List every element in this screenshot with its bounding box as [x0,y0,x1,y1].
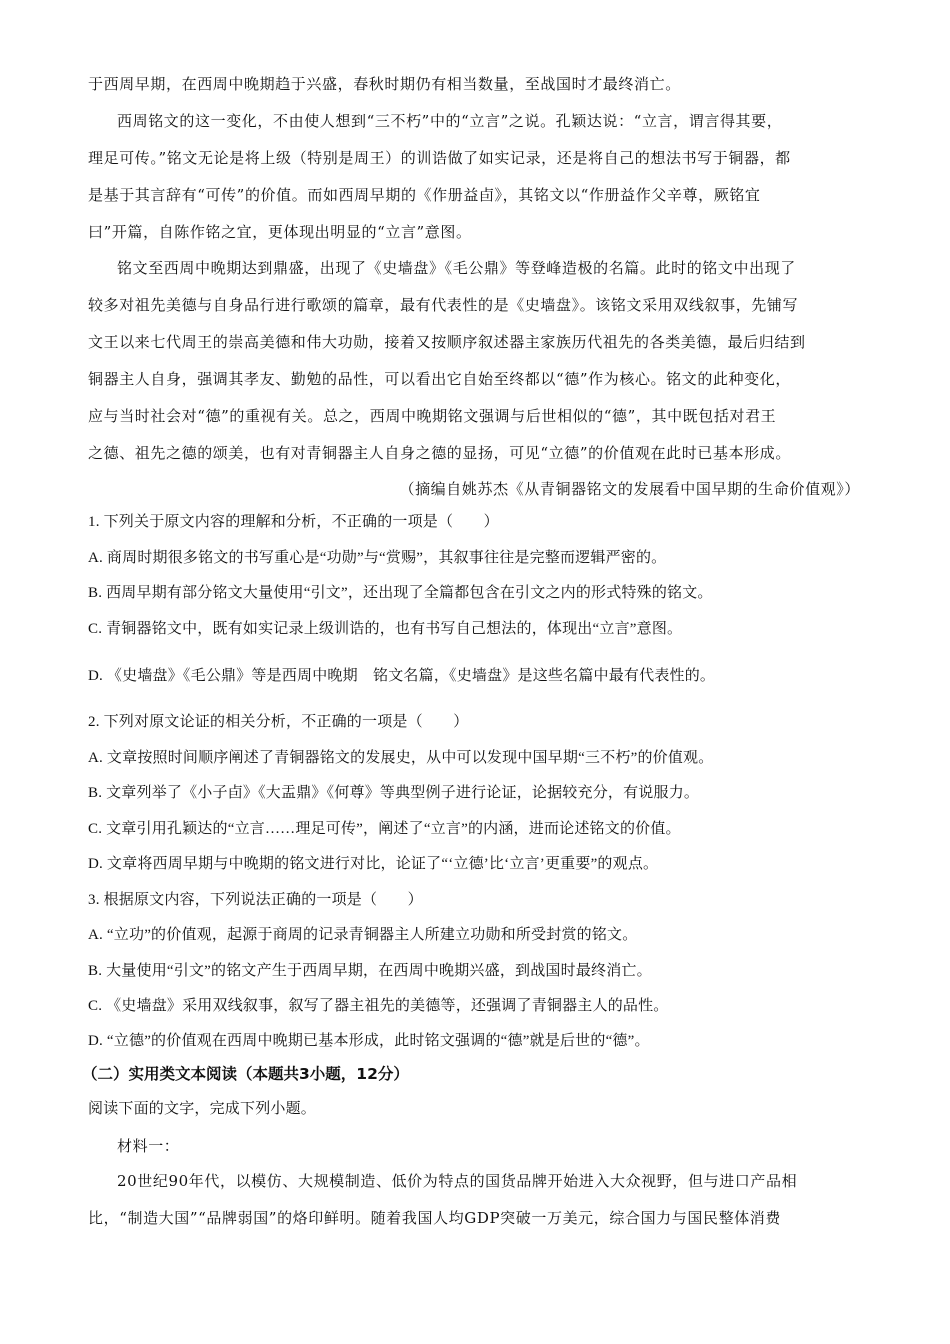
question-option: C. 《史墙盘》采用双线叙事，叙写了器主祖先的美德等，还强调了青铜器主人的品性。 [88,998,669,1014]
passage-line: 于西周早期，在西周中晚期趋于兴盛，春秋时期仍有相当数量，至战国时才最终消亡。 [88,75,681,93]
passage-line: 文王以来七代周王的崇高美德和伟大功勋，接着又按顺序叙述器主家族历代祖先的各类美德，最后归结到 [88,333,806,351]
question-option: A. “立功”的价值观，起源于商周的记录青铜器主人所建立功勋和所受封赏的铭文。 [88,927,638,943]
material-line: 比，“制造大国”“品牌弱国”的烙印鲜明。随着我国人均GDP突破一万美元，综合国力与国民整体消费 [88,1209,781,1227]
passage-line: 理足可传。”铭文无论是将上级（特别是周王）的训诰做了如实记录，还是将自己的想法书写于铜器，都 [88,149,791,167]
passage-source: （摘编自姚苏杰《从青铜器铭文的发展看中国早期的生命价值观》） [399,480,860,498]
question-option: D. 文章将西周早期与中晚期的铭文进行对比，论证了“‘立德’比‘立言’更重要”的观点。 [88,856,659,872]
passage-line: 较多对祖先美德与自身品行进行歌颂的篇章，最有代表性的是《史墙盘》。该铭文采用双线叙事，先铺写 [88,296,799,314]
question-option: B. 大量使用“引文”的铭文产生于西周早期，在西周中晚期兴盛，到战国时最终消亡。 [88,963,652,979]
question-stem: 1. 下列关于原文内容的理解和分析，不正确的一项是（ ） [88,514,499,530]
passage-line: 铭文至西周中晚期达到鼎盛，出现了《史墙盘》《毛公鼎》等登峰造极的名篇。此时的铭文中出现了 [117,259,796,277]
question-option: C. 文章引用孔颖达的“立言……理足可传”，阐述了“立言”的内涵，进而论述铭文的价值。 [88,821,681,837]
material-line: 20世纪90年代，以模仿、大规模制造、低价为特点的国货品牌开始进入大众视野，但与进口产品相 [117,1172,798,1190]
material-label: 材料一： [117,1137,180,1155]
passage-line: 应与当时社会对“德”的重视有关。总之，西周中晚期铭文强调与后世相似的“德”，其中既包括对君王 [88,407,777,425]
passage-line: 之德、祖先之德的颂美，也有对青铜器主人自身之德的显扬，可见“立德”的价值观在此时已基本形成。 [88,444,791,462]
question-stem: 2. 下列对原文论证的相关分析，不正确的一项是（ ） [88,714,469,730]
question-option: B. 西周早期有部分铭文大量使用“引文”，还出现了全篇都包含在引文之内的形式特殊的铭文。 [88,585,713,601]
question-option: D. 《史墙盘》《毛公鼎》等是西周中晚期 铭文名篇，《史墙盘》是这些名篇中最有代表性的。 [88,668,716,684]
question-option: B. 文章列举了《小子卣》《大盂鼎》《何尊》等典型例子进行论证，论据较充分，有说服力。 [88,785,700,801]
passage-line: 曰”开篇，自陈作铭之宜，更体现出明显的“立言”意图。 [88,223,472,241]
question-option: A. 文章按照时间顺序阐述了青铜器铭文的发展史，从中可以发现中国早期“三不朽”的价值观。 [88,750,714,766]
question-option: A. 商周时期很多铭文的书写重心是“功勋”与“赏赐”，其叙事往往是完整而逻辑严密的。 [88,550,667,566]
question-option: C. 青铜器铭文中，既有如实记录上级训诰的，也有书写自己想法的，体现出“立言”意图。 [88,621,683,637]
passage-line: 铜器主人自身，强调其孝友、勤勉的品性，可以看出它自始至终都以“德”作为核心。铭文的此种变化， [88,370,791,388]
section-instruction: 阅读下面的文字，完成下列小题。 [88,1101,317,1117]
question-option: D. “立德”的价值观在西周中晚期已基本形成，此时铭文强调的“德”就是后世的“德”。 [88,1033,650,1049]
passage-line: 是基于其言辞有“可传”的价值。而如西周早期的《作册益卣》，其铭文以“作册益作父辛尊，厥铭宜 [88,186,761,204]
section-heading: （二）实用类文本阅读（本题共3小题，12分） [82,1065,409,1083]
question-stem: 3. 根据原文内容，下列说法正确的一项是（ ） [88,892,423,908]
passage-line: 西周铭文的这一变化，不由使人想到“三不朽”中的“立言”之说。孔颖达说：“立言，谓言得其要， [117,112,783,130]
